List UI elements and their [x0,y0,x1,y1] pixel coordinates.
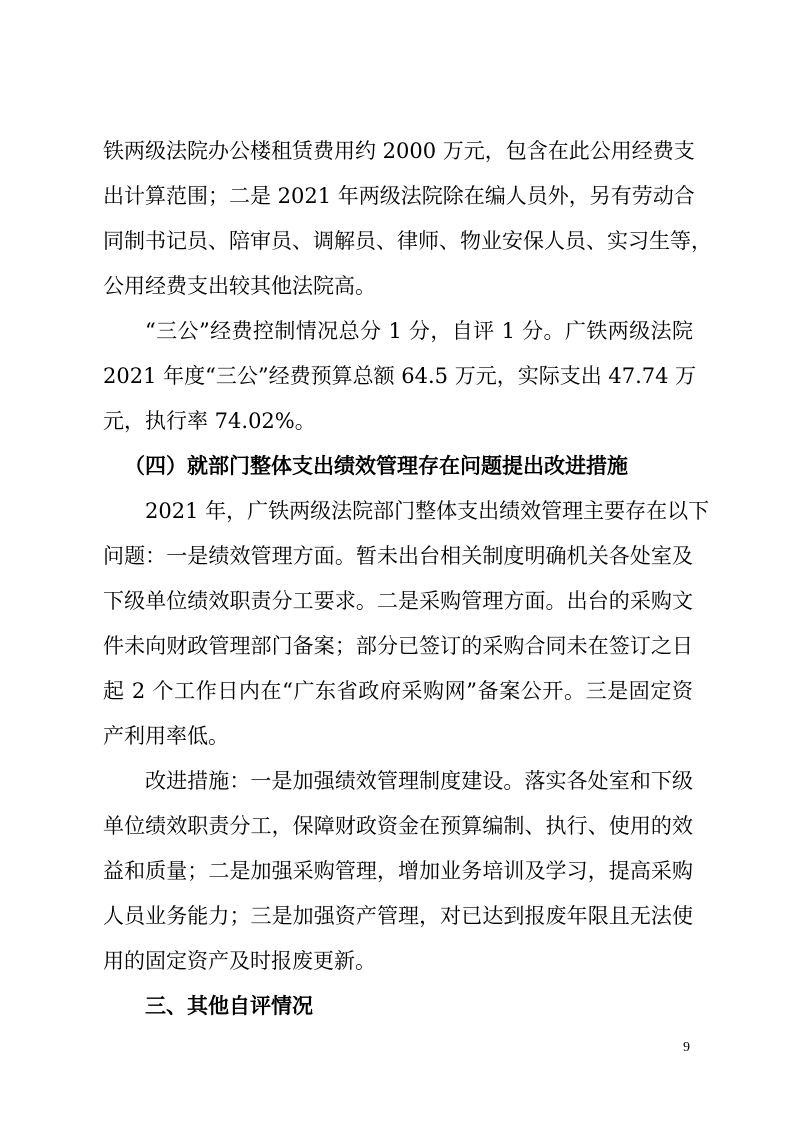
text-line: 问题：一是绩效管理方面。暂未出台相关制度明确机关各处室及 [103,544,693,568]
text-line: 件未向财政管理部门备案；部分已签订的采购合同未在签订之日 [103,634,693,658]
text-line: 下级单位绩效职责分工要求。二是采购管理方面。出台的采购文 [103,589,693,613]
text-line: 起 2 个工作日内在“广东省政府采购网”备案公开。三是固定资 [103,679,693,703]
text-line: 铁两级法院办公楼租赁费用约 2000 万元，包含在此公用经费支 [103,139,695,163]
text-line: 单位绩效职责分工，保障财政资金在预算编制、执行、使用的效 [103,814,693,838]
text-line: 2021 年，广铁两级法院部门整体支出绩效管理主要存在以下 [145,499,710,523]
text-line: 产利用率低。 [103,724,229,748]
text-line: 益和质量；二是加强采购管理，增加业务培训及学习，提高采购 [103,859,693,883]
text-line: 出计算范围；二是 2021 年两级法院除在编人员外，另有劳动合 [103,184,695,208]
text-line: “三公”经费控制情况总分 1 分，自评 1 分。广铁两级法院 [145,319,693,343]
text-line: 2021 年度“三公”经费预算总额 64.5 万元，实际支出 47.74 万 [103,364,697,388]
section-heading-4: （四）就部门整体支出绩效管理存在问题提出改进措施 [124,453,628,478]
section-heading-3: 三、其他自评情况 [145,993,313,1018]
text-line: 用的固定资产及时报废更新。 [103,949,376,973]
page-number: 9 [683,1040,690,1055]
text-line: 公用经费支出较其他法院高。 [103,274,376,298]
text-line: 人员业务能力；三是加强资产管理，对已达到报废年限且无法使 [103,904,693,928]
text-line: 元，执行率 74.02%。 [103,409,316,433]
text-line: 改进措施：一是加强绩效管理制度建设。落实各处室和下级 [145,769,693,793]
text-line: 同制书记员、陪审员、调解员、律师、物业安保人员、实习生等， [103,229,712,253]
